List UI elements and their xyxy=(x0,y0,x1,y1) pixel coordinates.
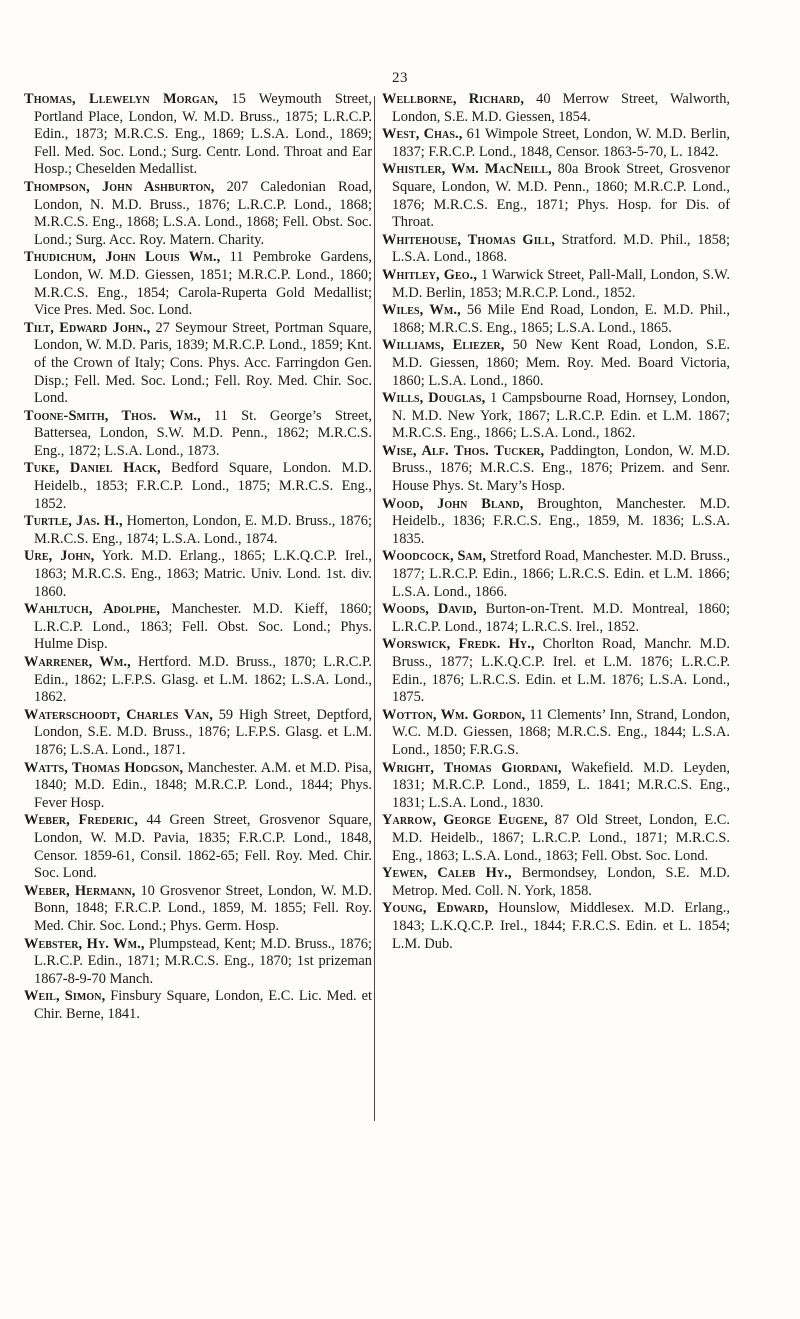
directory-entry xyxy=(24,654,372,707)
directory-entry xyxy=(382,302,730,337)
directory-entry xyxy=(24,883,372,936)
entry-name: Tilt, Edward John., xyxy=(24,319,151,336)
entry-details: Plumpstead, Kent; M.D. Bruss., 1876; L.R.C.P. Edin., 1871; M.R.C.S. Eng., 1870; 1st prizeman 1867-8-9-70 Manch. xyxy=(34,935,373,987)
directory-entry xyxy=(382,267,730,302)
directory-entry xyxy=(382,337,730,390)
entry-details: Finsbury Square, London, E.C. Lic. Med. et Chir. Berne, 1841. xyxy=(34,988,372,1022)
entry-details: Homerton, London, E. M.D. Bruss., 1876; M.R.C.S. Eng., 1874; L.S.A. Lond., 1874. xyxy=(34,513,372,547)
directory-entry xyxy=(24,760,372,813)
entry-details: 59 High Street, Deptford, London, S.E. M.D. Bruss., 1876; L.F.P.S. Glasg. et L.M. 1876; L.S.A. Lond., 1871. xyxy=(34,706,372,758)
entry-name: Waterschoodt, Charles Van, xyxy=(24,706,213,723)
entry-name: Worswick, Fredk. Hy., xyxy=(382,636,535,653)
entry-details: 80a Brook Street, Grosvenor Square, London, W. M.D. Penn., 1860; M.R.C.P. Lond., 1876; M.R.C.S. Eng., 1871; Phys. Hosp. for Dis. of Throat. xyxy=(392,161,730,231)
entry-name: Wright, Thomas Giordani, xyxy=(382,759,562,776)
entry-name: Thomas, Llewelyn Morgan, xyxy=(24,91,219,107)
entry-name: Turtle, Jas. H., xyxy=(24,513,123,530)
directory-entry xyxy=(24,988,372,1023)
entry-name: Toone-Smith, Thos. Wm., xyxy=(24,407,201,424)
entry-name: Wise, Alf. Thos. Tucker, xyxy=(382,442,545,459)
entry-name: Yarrow, George Eugene, xyxy=(382,812,548,829)
entry-name: Tuke, Daniel Hack, xyxy=(24,460,161,477)
entry-name: Thudichum, John Louis Wm., xyxy=(24,249,221,266)
entry-name: Woods, David, xyxy=(382,601,477,618)
entry-details: 207 Caledonian Road, London, N. M.D. Bruss., 1876; L.R.C.P. Lond., 1868; M.R.C.S. Eng., 1868; L.S.A. Lond., 1868; Fell. Obst. Soc. Lond.; Surg. Acc. Roy. Matern. Charity. xyxy=(34,178,372,248)
entry-details: Hounslow, Middlesex. M.D. Erlang., 1843; L.K.Q.C.P. Irel., 1844; F.R.C.S. Edin. et L. 1854; L.M. Dub. xyxy=(392,900,730,952)
entry-name: Woodcock, Sam, xyxy=(382,548,487,565)
directory-entry xyxy=(24,320,372,408)
entry-name: Young, Edward, xyxy=(382,900,489,917)
entry-details: York. M.D. Erlang., 1865; L.K.Q.C.P. Irel., 1863; M.R.C.S. Eng., 1863; Matric. Univ. Lond. 1st. div. 1860. xyxy=(34,548,372,600)
entry-name: Wills, Douglas, xyxy=(382,390,486,407)
entry-details: 87 Old Street, London, E.C. M.D. Heidelb., 1867; L.R.C.P. Lond., 1871; M.R.C.S. Eng., 1863; L.S.A. Lond., 1863; Fell. Obst. Soc. Lond. xyxy=(392,812,730,864)
entry-name: Watts, Thomas Hodgson, xyxy=(24,759,184,776)
entry-name: Wellborne, Richard, xyxy=(382,91,525,107)
entry-details: Chorlton Road, Manchr. M.D. Bruss., 1877; L.K.Q.C.P. Irel. et L.M. 1876; L.R.C.P. Edin., 1876; L.R.C.S. Edin. et L.M. 1876; L.S.A. Lond., 1875. xyxy=(392,636,730,706)
directory-entry xyxy=(382,232,730,267)
entry-name: Whistler, Wm. MacNeill, xyxy=(382,161,552,178)
entry-details: 61 Wimpole Street, London, W. M.D. Berlin, 1837; F.R.C.P. Lond., 1848, Censor. 1863-5-70, L. 1842. xyxy=(392,126,730,160)
directory-entry xyxy=(24,91,372,179)
directory-entry xyxy=(24,812,372,882)
directory-entry xyxy=(24,460,372,513)
entry-details: 11 Clements’ Inn, Strand, London, W.C. M.D. Giessen, 1868; M.R.C.S. Eng., 1844; L.S.A. Lond., 1850; F.R.G.S. xyxy=(392,706,730,758)
entry-name: Whitley, Geo., xyxy=(382,266,478,283)
entry-details: Burton-on-Trent. M.D. Montreal, 1860; L.R.C.P. Lond., 1874; L.R.C.S. Irel., 1852. xyxy=(392,601,730,635)
entry-details: 10 Grosvenor Street, London, W. M.D. Bonn, 1848; F.R.C.P. Lond., 1859, M. 1855; Fell. Roy. Med. Chir. Soc. Lond.; Phys. Germ. Hosp. xyxy=(34,882,372,934)
entry-details: 11 Pembroke Gardens, London, W. M.D. Giessen, 1851; M.R.C.P. Lond., 1860; M.R.C.S. Eng., 1854; Carola-Ruperta Gold Medallist; Vice Pres. Med. Soc. Lond. xyxy=(34,249,373,319)
entry-details: Bermondsey, London, S.E. M.D. Metrop. Med. Coll. N. York, 1858. xyxy=(392,865,730,899)
directory-entry xyxy=(24,249,372,319)
entry-details: 11 St. George’s Street, Battersea, London, S.W. M.D. Penn., 1862; M.R.C.S. Eng., 1872; L.S.A. Lond., 1873. xyxy=(34,407,372,459)
entry-name: Thompson, John Ashburton, xyxy=(24,178,215,195)
entry-details: Stratford. M.D. Phil., 1858; L.S.A. Lond., 1868. xyxy=(392,231,730,266)
entry-details: Manchester. M.D. Kieff, 1860; L.R.C.P. Lond., 1863; Fell. Obst. Soc. Lond.; Phys. Hulme Disp. xyxy=(34,601,372,653)
directory-entry xyxy=(24,936,372,989)
entry-details: 1 Campsbourne Road, Hornsey, London, N. M.D. New York, 1867; L.R.C.P. Edin. et L.M. 1867; M.R.C.S. Eng., 1866; L.S.A. Lond., 1862. xyxy=(392,390,730,442)
directory-entry xyxy=(382,126,730,161)
directory-entry xyxy=(24,513,372,548)
entry-details: Manchester. A.M. et M.D. Pisa, 1840; M.D. Edin., 1848; M.R.C.P. Lond., 1844; Phys. Fever Hosp. xyxy=(34,759,372,811)
entry-details: 1 Warwick Street, Pall-Mall, London, S.W. M.D. Berlin, 1853; M.R.C.P. Lond., 1852. xyxy=(392,266,730,301)
directory-entry xyxy=(382,900,730,953)
entry-details: 56 Mile End Road, London, E. M.D. Phil., 1868; M.R.C.S. Eng., 1865; L.S.A. Lond., 1865. xyxy=(392,302,730,336)
entry-name: Weil, Simon, xyxy=(24,988,106,1005)
entry-details: 44 Green Street, Grosvenor Square, London, W. M.D. Pavia, 1835; F.R.C.P. Lond., 1848, Censor. 1859-61, Consil. 1862-65; Fell. Roy. Med. Chir. Soc. Lond. xyxy=(34,812,372,882)
directory-entry xyxy=(382,91,730,126)
directory-entry xyxy=(382,812,730,865)
entry-details: 50 New Kent Road, London, S.E. M.D. Giessen, 1860; Mem. Roy. Med. Board Victoria, 1860; L.S.A. Lond., 1860. xyxy=(392,337,730,389)
page-number: 23 xyxy=(392,70,408,86)
directory-entry xyxy=(382,865,730,900)
entry-name: Weber, Frederic, xyxy=(24,812,138,829)
column-divider xyxy=(374,96,375,1121)
entry-name: Wotton, Wm. Gordon, xyxy=(382,706,526,723)
entry-details: Bedford Square, London. M.D. Heidelb., 1853; F.R.C.P. Lond., 1875; M.R.C.S. Eng., 1852. xyxy=(34,460,372,512)
directory-entry xyxy=(382,636,730,706)
entry-name: West, Chas., xyxy=(382,126,463,143)
right-column xyxy=(382,91,730,953)
left-column xyxy=(24,91,372,1023)
directory-entry xyxy=(382,548,730,601)
directory-entry xyxy=(24,707,372,760)
entry-name: Wiles, Wm., xyxy=(382,302,461,319)
directory-entry xyxy=(382,443,730,496)
entry-details: 15 Weymouth Street, Portland Place, London, W. M.D. Bruss., 1875; L.R.C.P. Edin., 1873; M.R.C.S. Eng., 1869; L.S.A. Lond., 1869; Fell. Med. Soc. Lond.; Surg. Centr. Lond. Throat and Ear Hosp.; Cheselden Medallist. xyxy=(34,91,372,178)
entry-details: Stretford Road, Manchester. M.D. Bruss., 1877; L.R.C.P. Edin., 1866; L.R.C.S. Edin. et L.M. 1866; L.S.A. Lond., 1866. xyxy=(392,548,730,600)
entry-name: Warrener, Wm., xyxy=(24,654,131,670)
directory-entry xyxy=(382,390,730,443)
directory-entry xyxy=(24,179,372,249)
entry-name: Weber, Hermann, xyxy=(24,882,136,899)
entry-name: Webster, Hy. Wm., xyxy=(24,935,145,952)
directory-entry xyxy=(24,548,372,601)
entry-details: Wakefield. M.D. Leyden, 1831; M.R.C.P. Lond., 1859, L. 1841; M.R.C.S. Eng., 1831; L.S.A. Lond., 1830. xyxy=(392,759,730,811)
directory-entry xyxy=(382,760,730,813)
directory-entry xyxy=(382,707,730,760)
directory-entry xyxy=(382,496,730,549)
directory-entry xyxy=(382,161,730,231)
entry-details: 40 Merrow Street, Walworth, London, S.E. M.D. Giessen, 1854. xyxy=(392,91,730,125)
entry-name: Ure, John, xyxy=(24,548,95,565)
entry-name: Williams, Eliezer, xyxy=(382,337,505,354)
entry-name: Whitehouse, Thomas Gill, xyxy=(382,231,555,248)
directory-entry xyxy=(24,601,372,654)
directory-entry xyxy=(382,601,730,636)
entry-name: Yewen, Caleb Hy., xyxy=(382,865,512,882)
entry-details: Hertford. M.D. Bruss., 1870; L.R.C.P. Edin., 1862; L.F.P.S. Glasg. et L.M. 1862; L.S.A. Lond., 1862. xyxy=(34,654,373,706)
entry-name: Wahltuch, Adolphe, xyxy=(24,601,161,618)
entry-name: Wood, John Bland, xyxy=(382,495,524,512)
entry-details: Paddington, London, W. M.D. Bruss., 1876; M.R.C.S. Eng., 1876; Prizem. and Senr. House Phys. St. Mary’s Hosp. xyxy=(392,442,730,495)
entry-details: Broughton, Manchester. M.D. Heidelb., 1836; F.R.C.S. Eng., 1859, M. 1836; L.S.A. 1835. xyxy=(392,495,731,547)
entry-details: 27 Seymour Street, Portman Square, London, W. M.D. Paris, 1839; M.R.C.P. Lond., 1859; Knt. of the Crown of Italy; Cons. Phys. Acc. Farringdon Gen. Disp.; Fell. Med. Soc. Lond.; Fell. Roy. Med. Chir. Soc. Lond. xyxy=(34,319,372,407)
directory-entry xyxy=(24,408,372,461)
